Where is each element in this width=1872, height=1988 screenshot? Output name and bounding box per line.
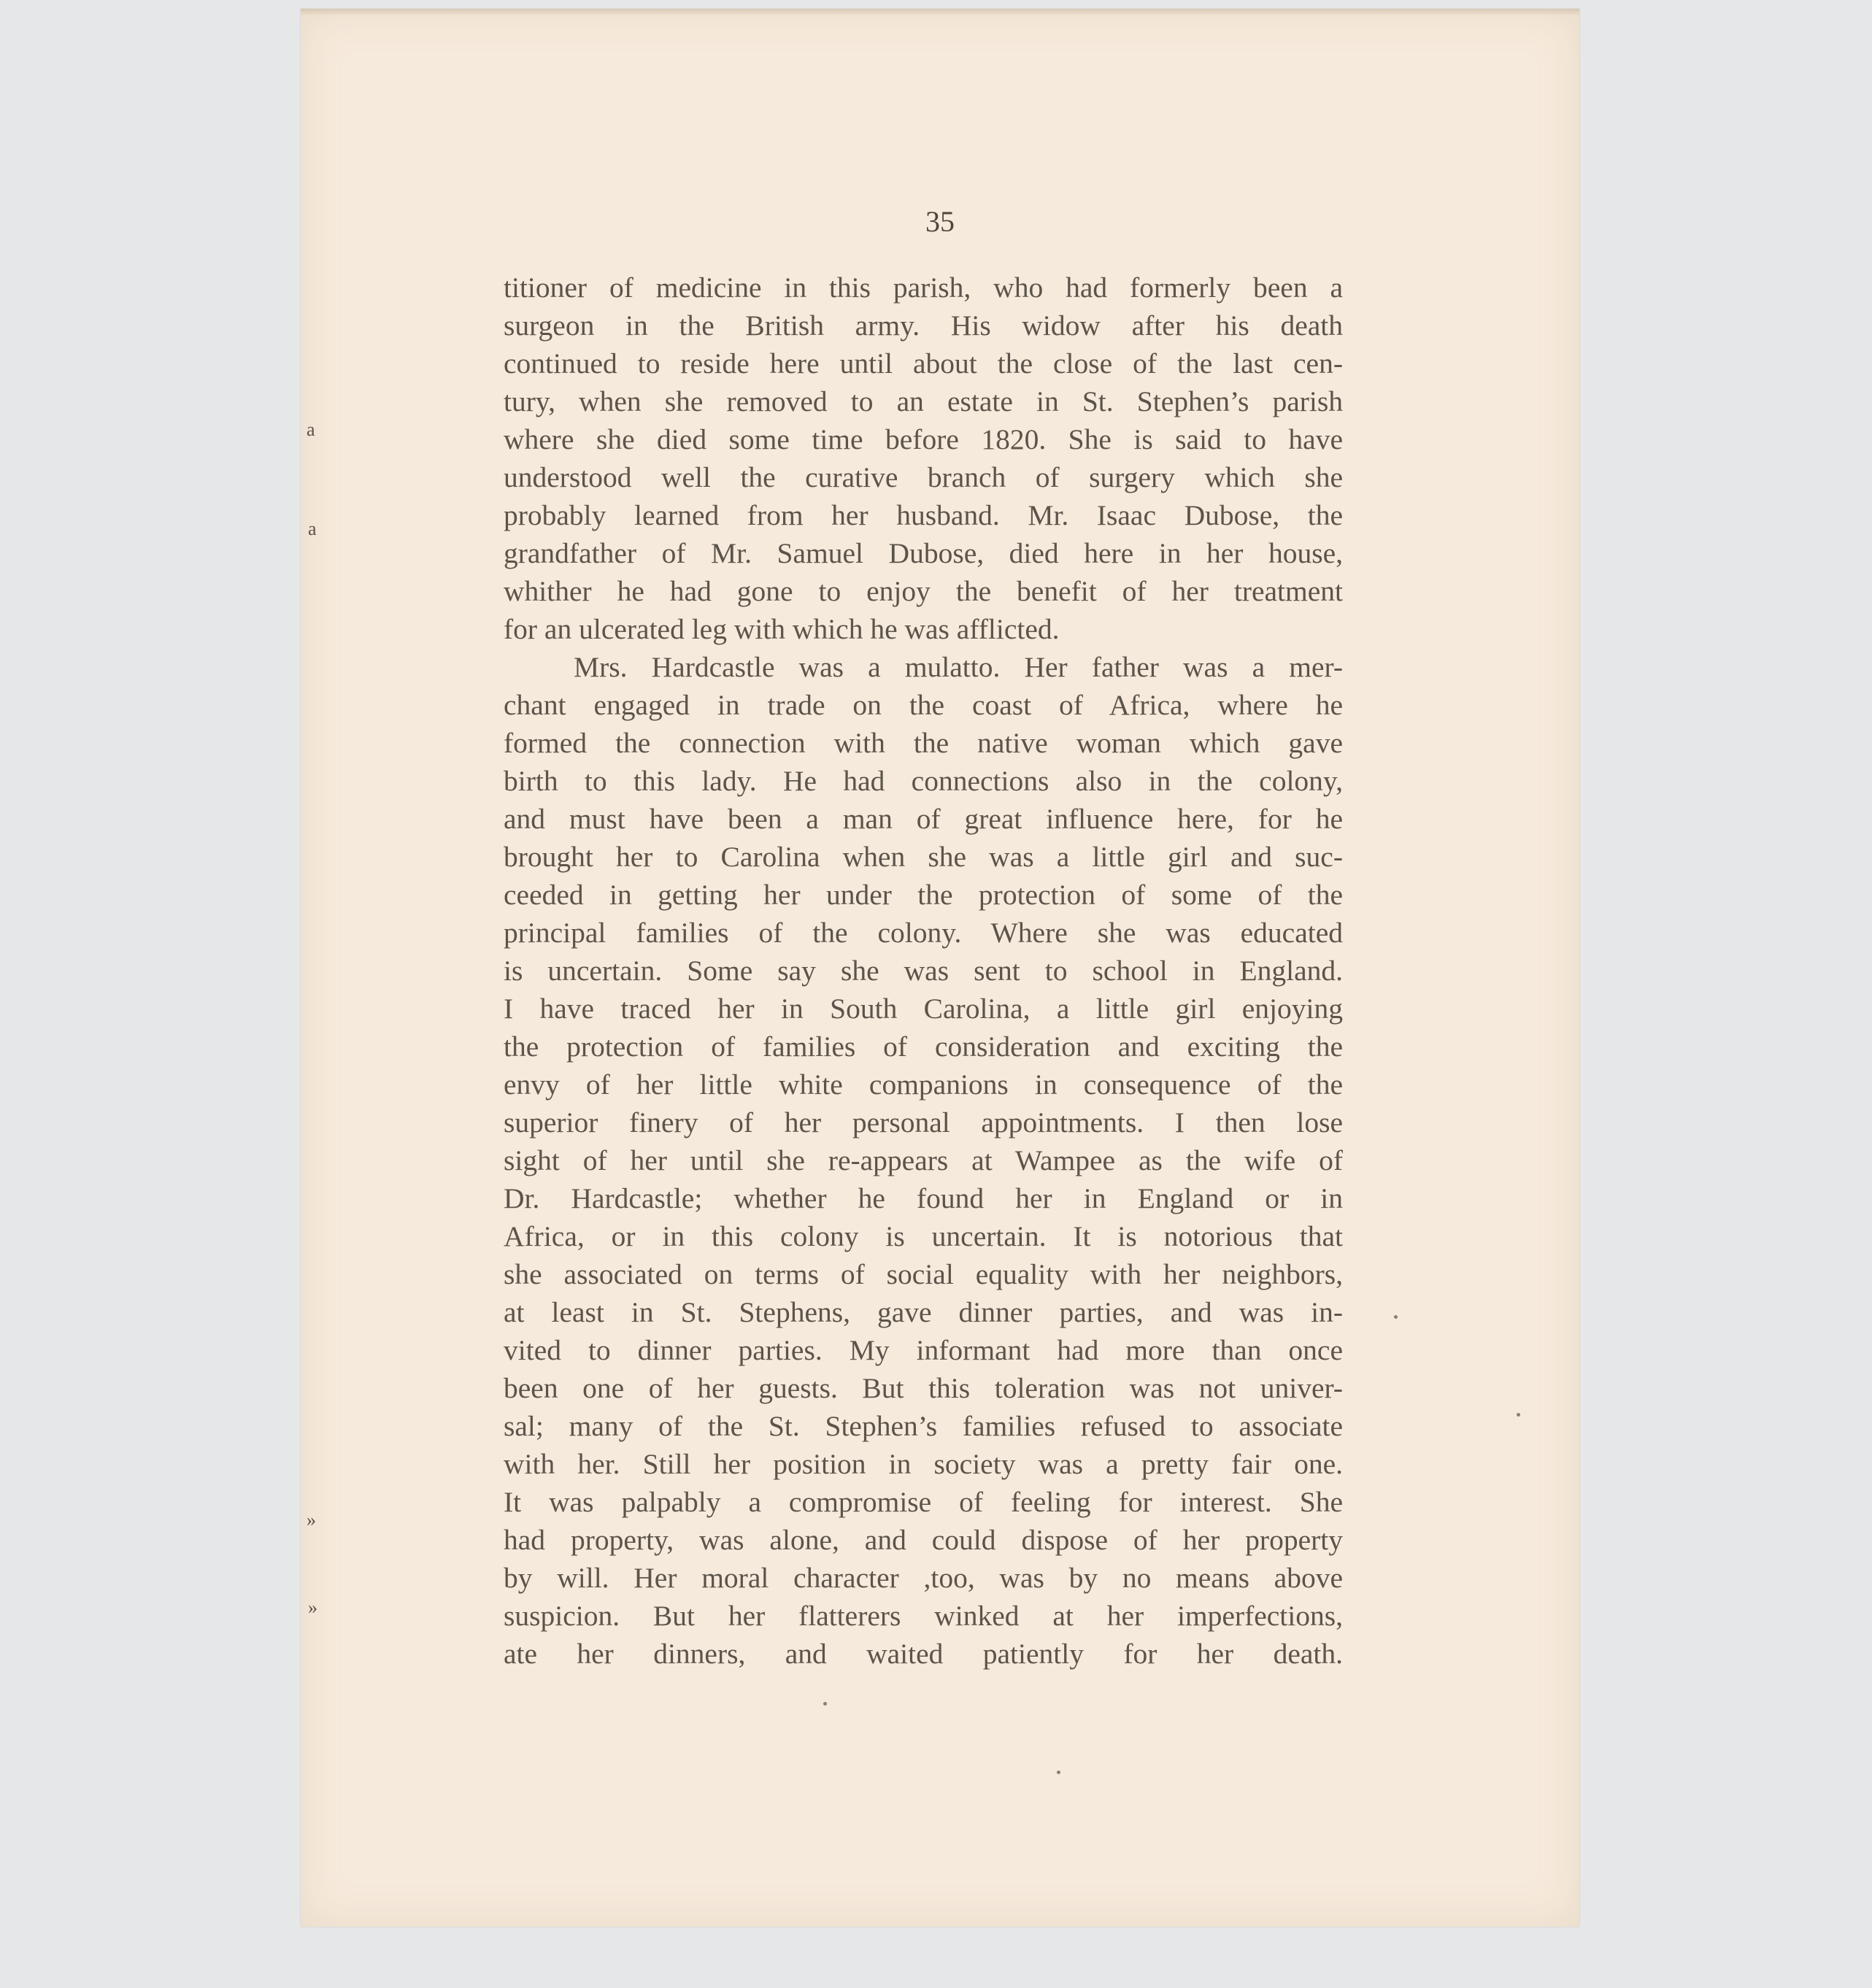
text-line: Africa, or in this colony is uncertain. It is notorious that [504,1220,1343,1252]
text-line: she associated on terms of social equality with her neighbors, [504,1258,1343,1290]
text-line: grandfather of Mr. Samuel Dubose, died here in her house, [504,537,1343,569]
text-line: chant engaged in trade on the coast of Africa, where he [504,689,1343,721]
text-line: at least in St. Stephens, gave dinner parties, and was in- [504,1296,1343,1328]
text-line: where she died some time before 1820. She is said to have [504,423,1343,455]
page-body-text [504,269,1343,1673]
text-line: had property, was alone, and could dispose of her property [504,1524,1343,1556]
text-line: with her. Still her position in society was a pretty fair one. [504,1448,1343,1480]
text-line: titioner of medicine in this parish, who had formerly been a [504,271,1343,304]
text-line: and must have been a man of great influence here, for he [504,803,1343,835]
text-line: vited to dinner parties. My informant had more than once [504,1334,1343,1366]
paper-speck [1057,1771,1060,1774]
text-line: for an ulcerated leg with which he was afflicted. [504,613,1060,645]
text-line: ceeded in getting her under the protection of some of the [504,879,1343,911]
paper-speck [1517,1413,1520,1417]
text-line: surgeon in the British army. His widow after his death [504,309,1343,342]
text-line: principal families of the colony. Where she was educated [504,917,1343,949]
text-line: suspicion. But her flatterers winked at her imperfections, [504,1600,1343,1632]
text-line: formed the connection with the native woman which gave [504,727,1343,759]
text-line: envy of her little white companions in consequence of the [504,1068,1343,1101]
text-line: ate her dinners, and waited patiently for her death. [504,1638,1343,1670]
text-line: sight of her until she re-appears at Wampee as the wife of [504,1144,1343,1176]
text-line: is uncertain. Some say she was sent to school in England. [504,955,1343,987]
text-line: understood well the curative branch of surgery which she [504,461,1343,493]
page-number: 35 [925,205,955,238]
margin-mark: a [307,419,315,440]
text-line: sal; many of the St. Stephen’s families refused to associate [504,1410,1343,1442]
margin-mark: » [308,1597,317,1618]
text-line: birth to this lady. He had connections also in the colony, [504,765,1343,797]
text-line: Dr. Hardcastle; whether he found her in England or in [504,1182,1343,1214]
text-line: brought her to Carolina when she was a little girl and suc- [504,841,1343,873]
text-line: I have traced her in South Carolina, a little girl enjoying [504,993,1343,1025]
margin-mark: a [308,518,317,539]
text-line: superior finery of her personal appointments. I then lose [504,1106,1343,1139]
text-line: Mrs. Hardcastle was a mulatto. Her father was a mer- [574,651,1343,683]
book-page [301,9,1579,1927]
text-line: the protection of families of consideration and exciting the [504,1030,1343,1063]
text-line: whither he had gone to enjoy the benefit of her treatment [504,575,1343,607]
text-line: been one of her guests. But this toleration was not univer- [504,1372,1343,1404]
margin-mark: » [307,1509,316,1530]
text-line: by will. Her moral character ,too, was by no means above [504,1562,1343,1594]
text-line: probably learned from her husband. Mr. Isaac Dubose, the [504,499,1343,531]
text-line: tury, when she removed to an estate in St. Stephen’s parish [504,385,1343,417]
paper-speck [1394,1315,1398,1319]
text-line: continued to reside here until about the close of the last cen- [504,347,1343,380]
paper-speck [823,1702,827,1706]
text-line: It was palpably a compromise of feeling for interest. She [504,1486,1343,1518]
